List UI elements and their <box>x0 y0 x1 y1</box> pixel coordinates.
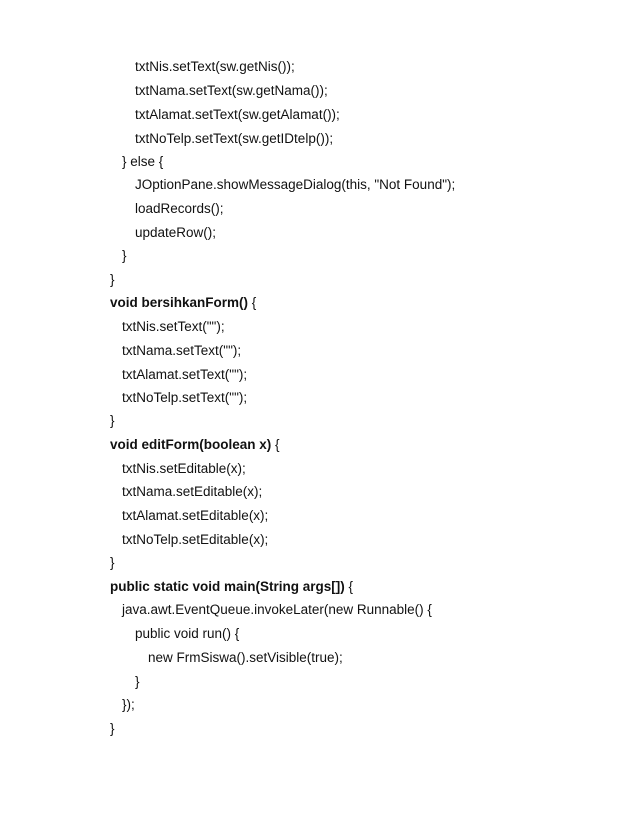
code-line: } <box>110 413 115 428</box>
code-line: txtAlamat.setEditable(x); <box>122 508 269 523</box>
code-line: } <box>135 674 140 689</box>
code-line: txtNama.setText(sw.getNama()); <box>135 83 328 98</box>
method-signature: void bersihkanForm() <box>110 295 249 310</box>
code-line: } <box>110 555 115 570</box>
code-line: } <box>110 721 115 736</box>
code-line: txtNama.setText(""); <box>122 343 242 358</box>
code-line: loadRecords(); <box>135 201 224 216</box>
code-line: public void run() { <box>135 626 240 641</box>
code-line: txtNoTelp.setText(""); <box>122 390 248 405</box>
code-line: txtNama.setEditable(x); <box>122 484 263 499</box>
code-line: } else { <box>122 154 164 169</box>
method-signature: public static void main(String args[]) <box>110 579 345 594</box>
code-line: java.awt.EventQueue.invokeLater(new Runnable() { <box>122 602 432 617</box>
code-line: } <box>110 272 115 287</box>
code-line: updateRow(); <box>135 225 217 240</box>
code-line: }); <box>122 697 135 712</box>
code-line: } <box>122 248 127 263</box>
code-line: txtAlamat.setText(""); <box>122 367 248 382</box>
code-line: txtNis.setEditable(x); <box>122 461 246 476</box>
code-line: new FrmSiswa().setVisible(true); <box>148 650 343 665</box>
code-line: txtNoTelp.setText(sw.getIDtelp()); <box>135 131 334 146</box>
method-signature: void editForm(boolean x) <box>110 437 272 452</box>
code-line: txtNis.setText(sw.getNis()); <box>135 59 295 74</box>
code-line: txtNoTelp.setEditable(x); <box>122 532 269 547</box>
code-line: txtAlamat.setText(sw.getAlamat()); <box>135 107 340 122</box>
code-line: void editForm(boolean x) { <box>110 437 280 452</box>
code-line: void bersihkanForm() { <box>110 295 257 310</box>
code-line: JOptionPane.showMessageDialog(this, "Not Found"); <box>135 177 456 192</box>
code-line: public static void main(String args[]) { <box>110 579 354 594</box>
code-line: txtNis.setText(""); <box>122 319 225 334</box>
